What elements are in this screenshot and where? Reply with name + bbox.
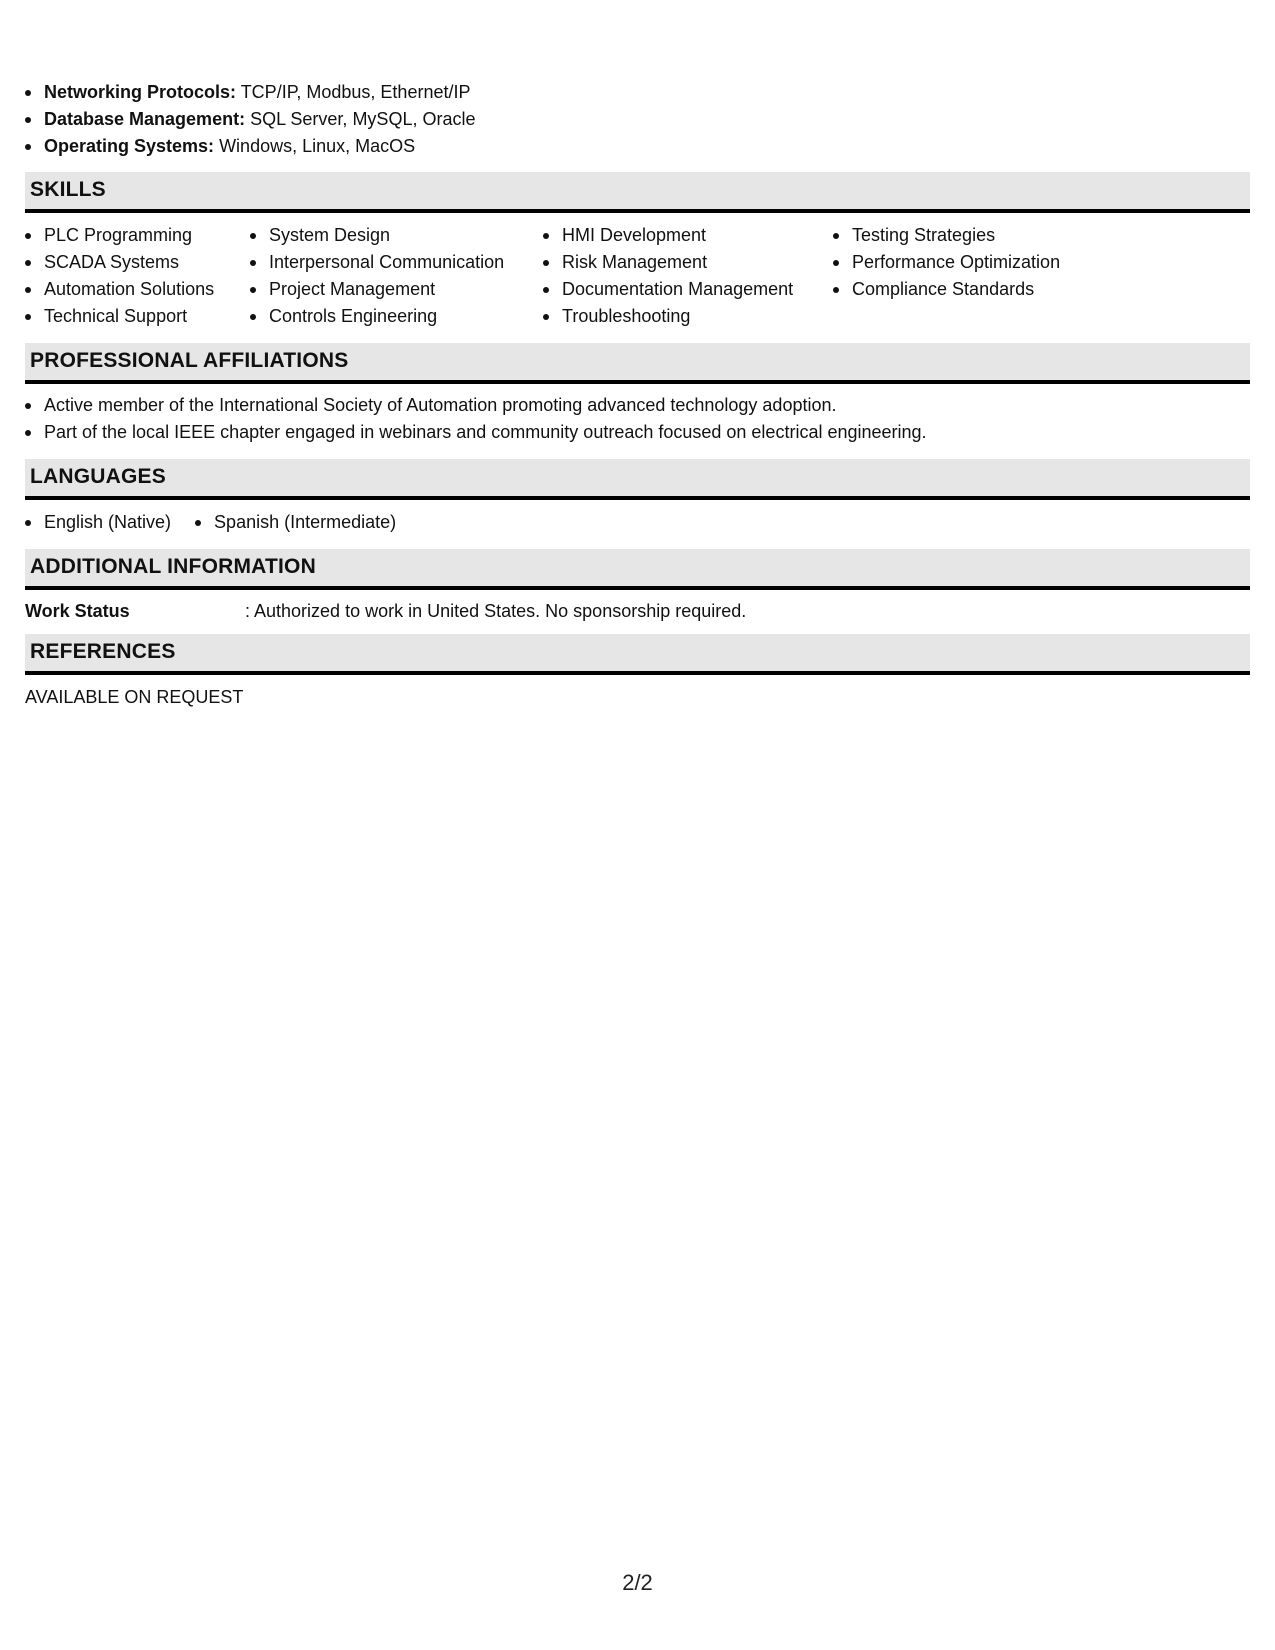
list-item (25, 79, 475, 106)
skills-grid (25, 222, 1133, 330)
list-item: SCADA Systems (25, 249, 250, 276)
technical-skills-list (25, 79, 475, 160)
list-item: Risk Management (543, 249, 833, 276)
list-item: Performance Optimization (833, 249, 1133, 276)
languages-section-header (25, 459, 1250, 500)
page-number: 2/2 (622, 1570, 653, 1595)
list-item: Testing Strategies (833, 222, 1133, 249)
additional-info-section-header (25, 549, 1250, 590)
item-label: Operating Systems: (44, 136, 215, 156)
list-item: System Design (250, 222, 543, 249)
work-status-label: Work Status (25, 601, 130, 621)
section-title: SKILLS (30, 178, 106, 201)
skills-column (543, 222, 833, 330)
affiliations-list (25, 392, 927, 446)
item-value: Windows, Linux, MacOS (214, 136, 416, 156)
work-status-value: : Authorized to work in United States. No sponsorship required. (245, 601, 747, 621)
list-item: Project Management (250, 276, 543, 303)
list-item: Controls Engineering (250, 303, 543, 330)
languages-list (25, 509, 420, 536)
list-item: Interpersonal Communication (250, 249, 543, 276)
list-item: English (Native) (25, 509, 171, 536)
list-item (25, 133, 475, 160)
item-label: Database Management: (44, 109, 246, 129)
list-item: HMI Development (543, 222, 833, 249)
skills-section-header (25, 172, 1250, 213)
list-item: Compliance Standards (833, 276, 1133, 303)
list-item: Automation Solutions (25, 276, 250, 303)
skills-column (250, 222, 543, 330)
list-item: Spanish (Intermediate) (195, 509, 396, 536)
item-value: TCP/IP, Modbus, Ethernet/IP (236, 82, 471, 102)
skills-column (833, 222, 1133, 330)
work-status-row (25, 598, 746, 625)
list-item: Documentation Management (543, 276, 833, 303)
affiliations-section-header (25, 343, 1250, 384)
resume-page (25, 0, 1250, 1650)
list-item: Active member of the International Society of Automation promoting advanced technology adoption. (25, 392, 927, 419)
skills-column (25, 222, 250, 330)
item-value: SQL Server, MySQL, Oracle (245, 109, 476, 129)
section-title: REFERENCES (30, 640, 176, 663)
list-item (25, 106, 475, 133)
section-title: LANGUAGES (30, 465, 166, 488)
list-item: Technical Support (25, 303, 250, 330)
item-label: Networking Protocols: (44, 82, 237, 102)
section-title: ADDITIONAL INFORMATION (30, 555, 316, 578)
list-item: Troubleshooting (543, 303, 833, 330)
list-item: PLC Programming (25, 222, 250, 249)
references-text: AVAILABLE ON REQUEST (25, 687, 244, 707)
list-item: Part of the local IEEE chapter engaged in webinars and community outreach focused on electrical engineering. (25, 419, 927, 446)
references-section-header (25, 634, 1250, 675)
section-title: PROFESSIONAL AFFILIATIONS (30, 349, 349, 372)
